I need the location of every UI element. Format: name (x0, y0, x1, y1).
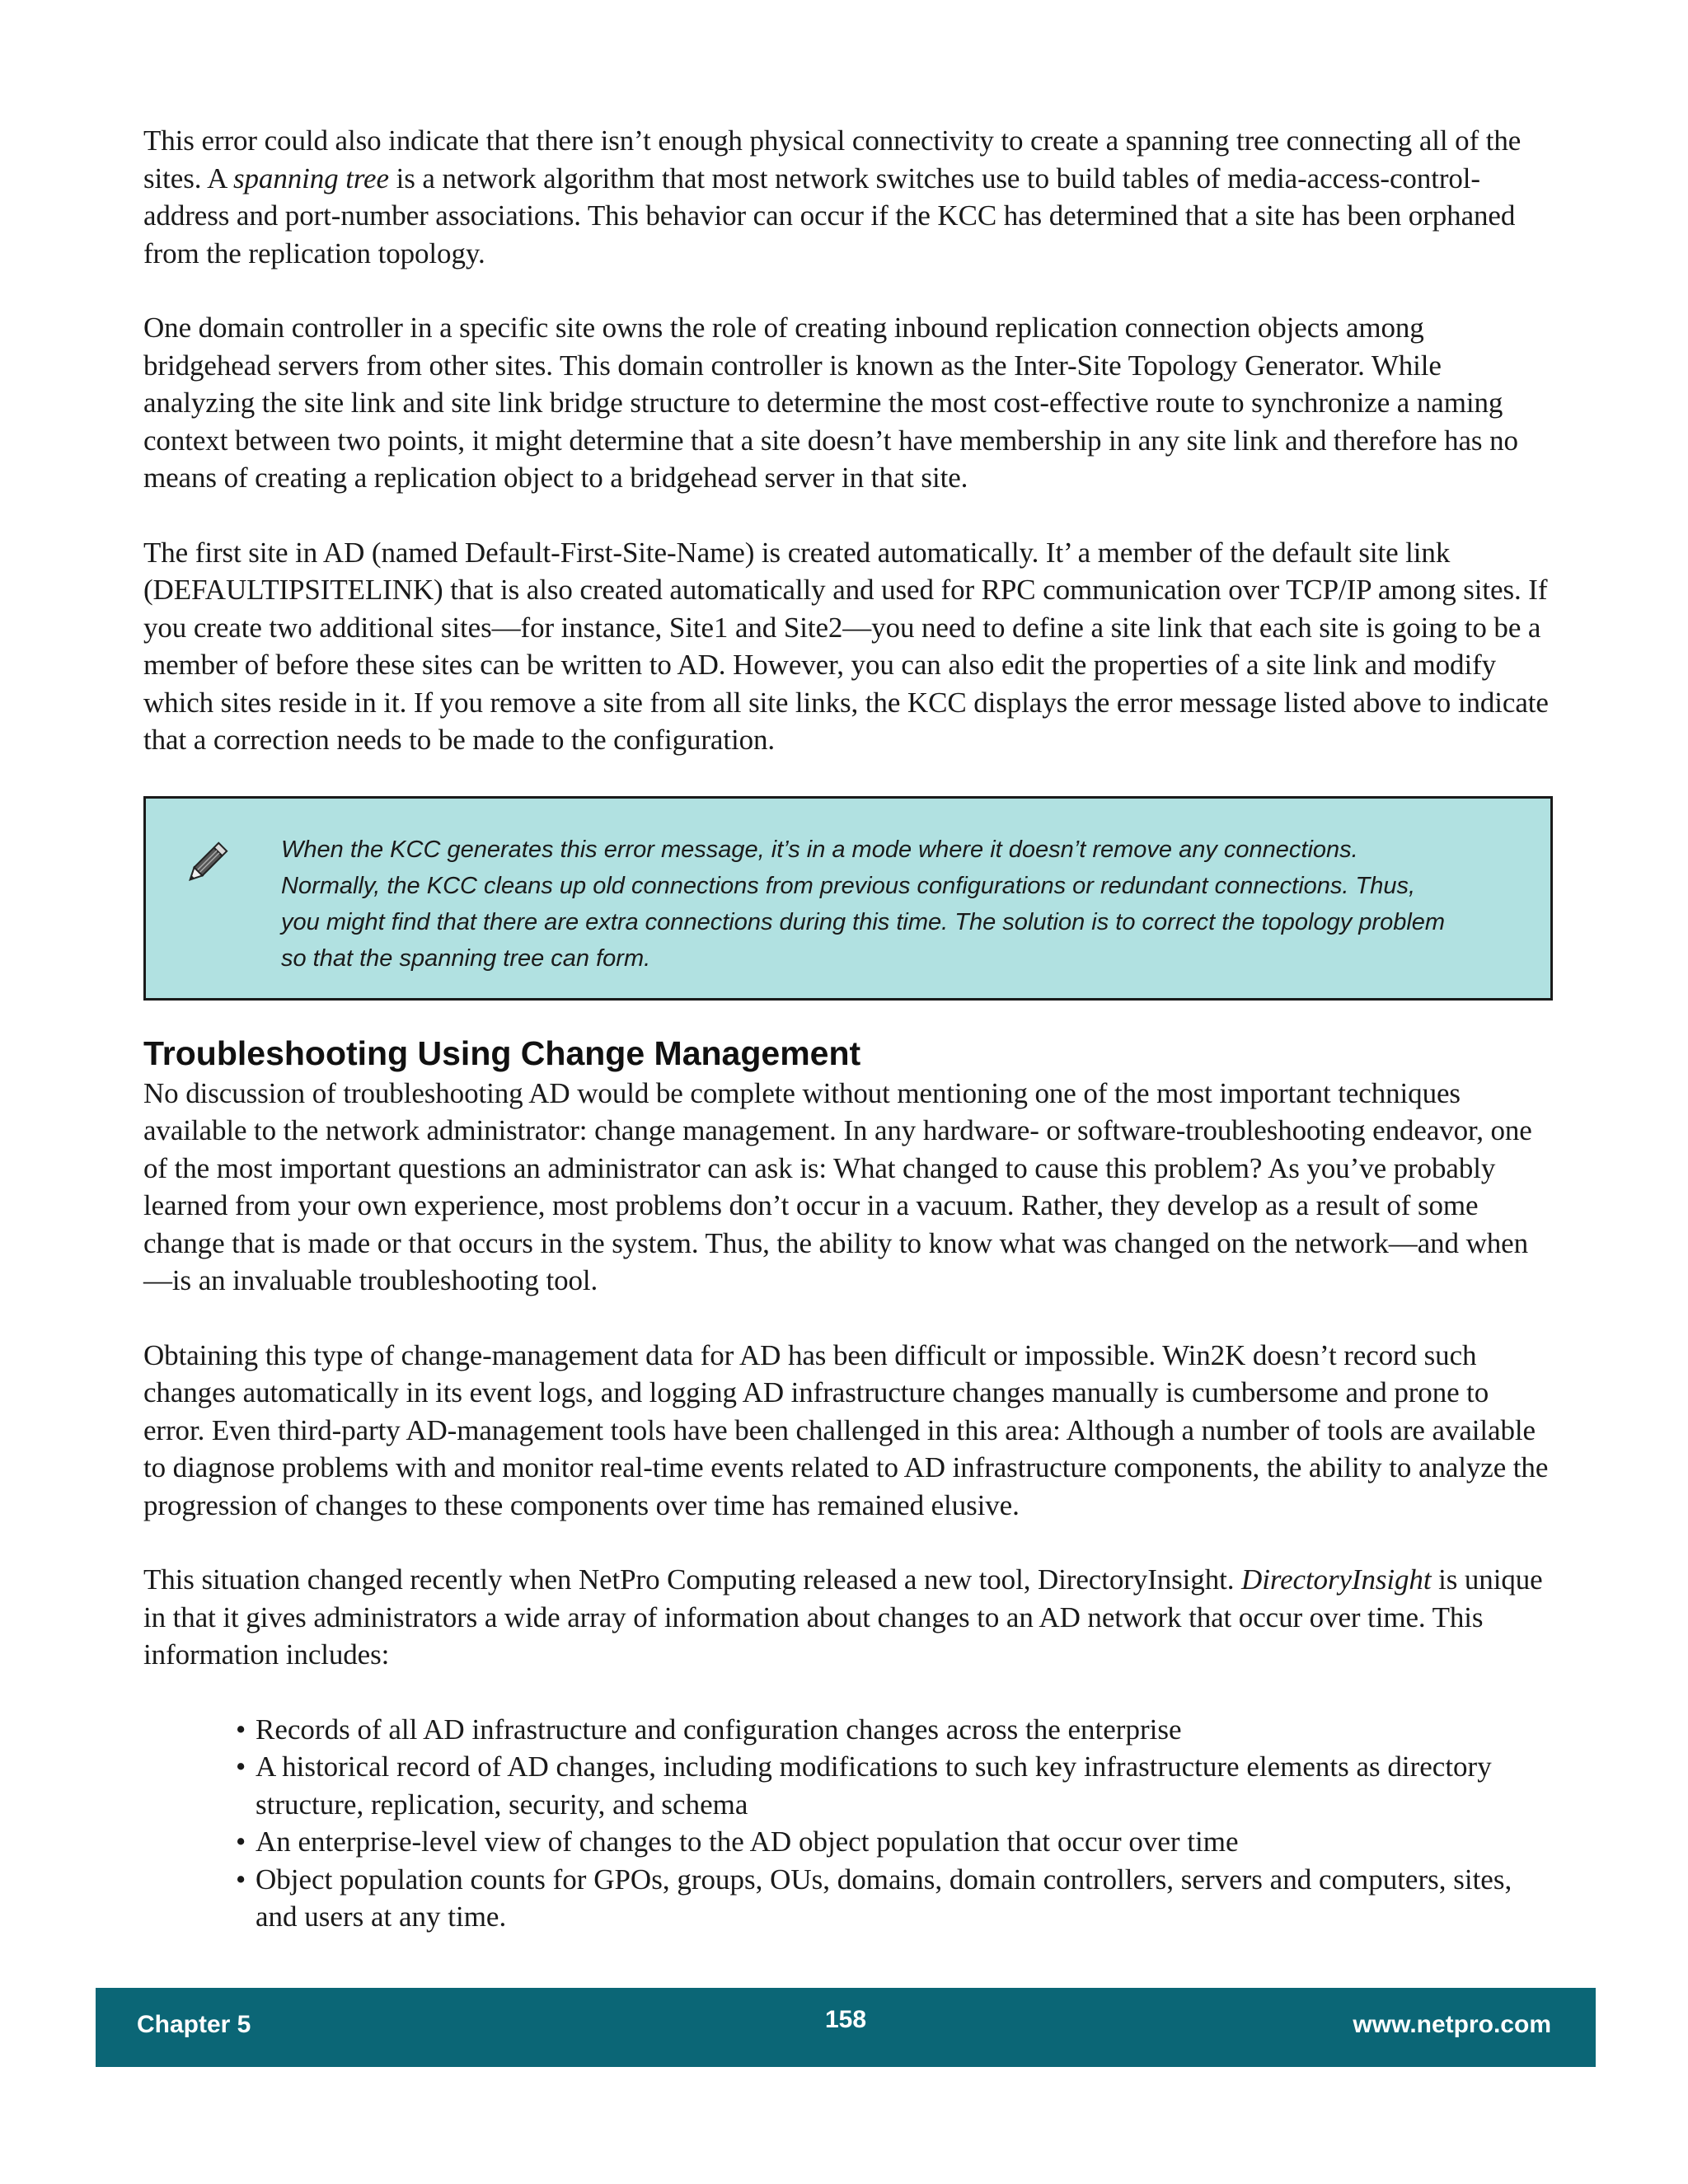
text-run: This situation changed recently when NetPro Computing released a new tool, DirectoryInsight. (143, 1563, 1242, 1596)
paragraph (143, 534, 1553, 759)
italic-term: spanning tree (233, 162, 389, 194)
bullet-item: • A historical record of AD changes, including modifications to such key infrastructure elements as directory structure, replication, security, and schema (236, 1748, 1553, 1823)
bullet-list (143, 1711, 1553, 1936)
footer-chapter: Chapter 5 (137, 2011, 251, 2038)
paragraph (143, 1561, 1553, 1674)
text-run: No discussion of troubleshooting AD would be complete without mentioning one of the most important techniques available to the network administrator: change management. In any hardware- or software-troubleshooting endeavor, one of the most important questions an administrator can ask is: What changed to cause this problem? As you’ve probably learned from your own experience, most problems don’t occur in a vacuum. Rather, they develop as a result of some change that is made or that occurs in the system. Thus, the ability to know what was changed on the network—and when—is an invaluable troubleshooting tool. (143, 1076, 1532, 1296)
italic-term: DirectoryInsight (1241, 1563, 1432, 1596)
page-footer (96, 1988, 1596, 2067)
note-box (143, 796, 1553, 1001)
top-paragraphs (143, 122, 1553, 759)
text-run: is a network algorithm that most network switches use to build tables of media-access-control-address and port-number associations. This behavior can occur if the KCC has determined that a site has been orphaned from the replication topology. (143, 162, 1516, 269)
paragraph (143, 1075, 1553, 1300)
pencil-icon (179, 838, 232, 891)
note-text: When the KCC generates this error message, it’s in a mode where it doesn’t remove any connections. Normally, the KCC cleans up old connections from previous configurations or redundant connections. Thus, you might find that there are extra connections during this time. The solution is to correct the topology problem so that the spanning tree can form. (281, 836, 1446, 972)
bullet-item: • Object population counts for GPOs, groups, OUs, domains, domain controllers, servers and computers, sites, and users at any time. (236, 1861, 1553, 1936)
page-content (143, 122, 1553, 1936)
footer-url: www.netpro.com (1353, 2011, 1551, 2038)
text-run: Obtaining this type of change-management data for AD has been difficult or impossible. Win2K doesn’t record such changes automatically in its event logs, and logging AD infrastructure changes manually is cumbersome and prone to error. Even third-party AD-management tools have been challenged in this area: Although a number of tools are available to diagnose problems with and monitor real-time events related to AD infrastructure components, the ability to analyze the progression of changes to these components over time has remained elusive. (143, 1338, 1549, 1521)
text-run: The first site in AD (named Default-First-Site-Name) is created automatically. It’ a member of the default site link (DEFAULTIPSITELINK) that is also created automatically and used for RPC communication over TCP/IP among sites. If you create two additional sites—for instance, Site1 and Site2—you need to define a site link that each site is going to be a member of before these sites can be written to AD. However, you can also edit the properties of a site link and modify which sites reside in it. If you remove a site from all site links, the KCC displays the error message listed above to indicate that a correction needs to be made to the configuration. (143, 536, 1549, 756)
paragraph (143, 309, 1553, 497)
section-paragraphs (143, 1075, 1553, 1674)
text-run: One domain controller in a specific site owns the role of creating inbound replication connection objects among bridgehead servers from other sites. This domain controller is known as the Inter-Site Topology Generator. While analyzing the site link and site link bridge structure to determine the most cost-effective route to synchronize a naming context between two points, it might determine that a site doesn’t have membership in any site link and therefore has no means of creating a replication object to a bridgehead server in that site. (143, 312, 1518, 494)
text-run: is unique in that it gives administrators a wide array of information about changes to an AD network that occur over time. This information includes: (143, 1563, 1543, 1671)
section-heading: Troubleshooting Using Change Management (143, 1033, 861, 1072)
paragraph (143, 1337, 1553, 1525)
paragraph (143, 122, 1553, 272)
text-run: This error could also indicate that there isn’t enough physical connectivity to create a spanning tree connecting all of the sites. A (143, 124, 1522, 194)
bullet-item: • Records of all AD infrastructure and configuration changes across the enterprise (236, 1711, 1553, 1749)
bullet-item: • An enterprise-level view of changes to the AD object population that occur over time (236, 1823, 1553, 1861)
footer-page-number: 158 (824, 2006, 867, 2033)
